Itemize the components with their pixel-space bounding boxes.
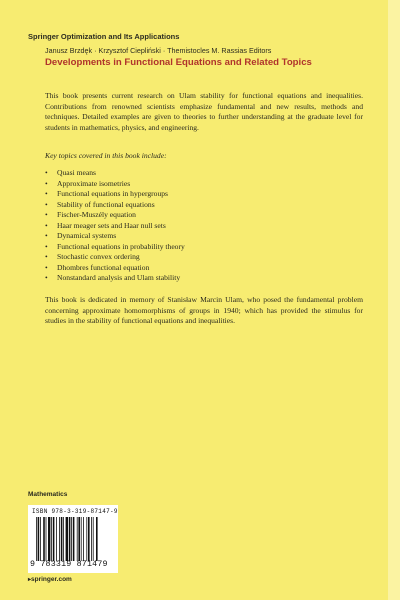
publisher-website: ▸ springer.com (28, 576, 72, 583)
topics-heading: Key topics covered in this book include: (45, 151, 167, 160)
subject-category: Mathematics (28, 491, 68, 498)
dedication-paragraph: This book is dedicated in memory of Stanisław Marcin Ulam, who posed the fundamental problem concerning approximate homomorphisms of groups in 1940; which has provided the stimulus for studies in the stability of functional equations and inequalities. (45, 295, 363, 326)
barcode-number: 9 783319 871479 (30, 560, 108, 569)
editors-line: Janusz Brzdęk · Krzysztof Ciepliński · Themistocles M. Rassias Editors (45, 46, 272, 55)
topic-item: • Nonstandard analysis and Ulam stability (45, 273, 185, 284)
isbn-text: ISBN 978-3-319-87147-9 (32, 508, 118, 515)
topics-list (45, 168, 185, 284)
topic-item: • Quasi means (45, 168, 185, 179)
topic-item: • Functional equations in hypergroups (45, 189, 185, 200)
series-name: Springer Optimization and Its Applications (28, 32, 180, 41)
spine-band (388, 0, 400, 600)
book-title: Developments in Functional Equations and Related Topics (45, 57, 312, 68)
topic-item: • Stability of functional equations (45, 200, 185, 211)
topic-item: • Fischer-Muszély equation (45, 210, 185, 221)
barcode-bars-icon (36, 517, 116, 561)
topic-item: • Haar meager sets and Haar null sets (45, 221, 185, 232)
book-description: This book presents current research on Ulam stability for functional equations and inequalities. Contributions from renowned scientists emphasize fundamental and new results, methods and techniques. Detailed examples are given to theories to further understanding at the graduate level for students in mathematics, physics, and engineering. (45, 91, 363, 133)
topic-item: • Dynamical systems (45, 231, 185, 242)
barcode (28, 505, 118, 573)
topic-item: • Dhombres functional equation (45, 263, 185, 274)
topic-item: • Approximate isometries (45, 179, 185, 190)
topic-item: • Functional equations in probability theory (45, 242, 185, 253)
topic-item: • Stochastic convex ordering (45, 252, 185, 263)
